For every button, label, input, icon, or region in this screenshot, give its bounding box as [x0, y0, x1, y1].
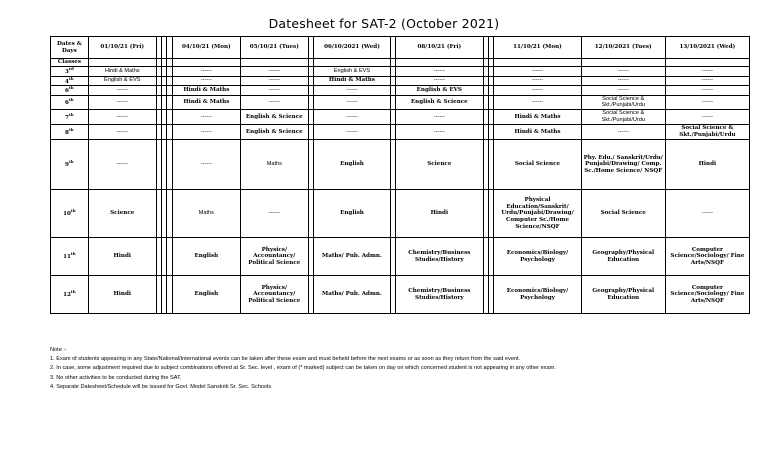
exam-cell: ------ [396, 67, 483, 77]
class-suffix: th [68, 97, 74, 103]
exam-cell: ------ [665, 67, 749, 77]
exam-cell: ------ [665, 76, 749, 86]
exam-cell: ------ [581, 86, 665, 96]
exam-cell: Hindi [396, 190, 483, 238]
header-date: 12/10/2021 (Tues) [581, 37, 665, 59]
note-item: 4. Separate Datesheet/Schedule will be issued for Govt. Model Sanskriti Sr. Sec. Schools. [50, 383, 273, 390]
note-item: 1. Exam of students appearing in any State/National/International events can be taken after these exam and must beheld before the next exams or as soon as they return from the said event. [50, 356, 521, 363]
exam-cell: ------ [314, 125, 391, 140]
exam-cell: Hindi [88, 238, 156, 276]
exam-cell: ------ [665, 190, 749, 238]
empty-cell [314, 59, 391, 67]
exam-cell: Social Science & Skt./Punjabi/Urdu [581, 110, 665, 125]
exam-cell: Phy. Edu./ Sanskrit/Urdu/ Punjabi/Drawing/ Comp. Sc./Home Science/ NSQF [581, 140, 665, 190]
class-number: 8 [65, 129, 69, 136]
exam-cell: Social Science & Skt./Punjabi/Urdu [665, 125, 749, 140]
datesheet-table [50, 36, 750, 314]
exam-cell: Social Science & Skt./Punjabi/Urdu [581, 95, 665, 109]
class-number: 3 [64, 68, 69, 75]
exam-cell: Geography/Physical Education [581, 276, 665, 314]
note-item: 3. No other activities to be conducted during the SAT. [50, 374, 182, 381]
exam-cell: Hindi & Maths [88, 67, 156, 77]
note-item: 2. In case, some adjustment required due to subject combinations offered at Sr. Sec. level , exam of (* marked) subject can be taken on day on which concerned student is not appearing in any other exam. [50, 365, 556, 372]
exam-cell: Maths/ Pub. Admn. [314, 276, 391, 314]
exam-cell: ------ [240, 86, 308, 96]
exam-cell: Economics/Biology/ Psychology [494, 238, 581, 276]
exam-cell: ------ [240, 190, 308, 238]
exam-cell: Physics/ Accountancy/ Political Science [240, 276, 308, 314]
exam-cell: ------ [396, 125, 483, 140]
table-row [51, 86, 750, 96]
empty-cell [88, 59, 156, 67]
exam-cell: Science [396, 140, 483, 190]
class-cell [51, 276, 89, 314]
exam-cell: Hindi [665, 140, 749, 190]
class-number: 9 [65, 162, 69, 169]
class-cell [51, 67, 89, 77]
class-cell [51, 190, 89, 238]
exam-cell: English & EVS [88, 76, 156, 86]
table-row [51, 95, 750, 109]
header-date: 01/10/21 (Fri) [88, 37, 156, 59]
exam-cell: ------ [88, 125, 156, 140]
class-suffix: th [68, 85, 74, 91]
header-date: 06/10/2021 (Wed) [314, 37, 391, 59]
class-cell [51, 76, 89, 86]
table-row [51, 67, 750, 77]
class-suffix: th [70, 208, 76, 214]
exam-cell: ------ [314, 110, 391, 125]
class-cell [51, 140, 89, 190]
exam-cell: English & EVS [314, 67, 391, 77]
exam-cell: English [314, 190, 391, 238]
exam-cell: ------ [396, 110, 483, 125]
exam-cell: ------ [665, 95, 749, 109]
header-date: 04/10/21 (Mon) [172, 37, 240, 59]
empty-cell [665, 59, 749, 67]
header-date: 05/10/21 (Tues) [240, 37, 308, 59]
class-cell [51, 95, 89, 109]
empty-cell [172, 59, 240, 67]
exam-cell: ------ [172, 110, 240, 125]
exam-cell: ------ [88, 140, 156, 190]
empty-cell [494, 59, 581, 67]
class-cell [51, 86, 89, 96]
exam-cell: Chemistry/Business Studies/History [396, 238, 483, 276]
class-suffix: th [68, 76, 74, 81]
empty-cell [581, 59, 665, 67]
exam-cell: ------ [665, 110, 749, 125]
class-number: 4 [65, 78, 69, 85]
exam-cell: English [314, 140, 391, 190]
exam-cell: Computer Science/Sociology/ Fine Arts/NSQF [665, 276, 749, 314]
table-row [51, 76, 750, 86]
exam-cell: English & EVS [396, 86, 483, 96]
exam-cell: English [172, 238, 240, 276]
header-date: 13/10/2021 (Wed) [665, 37, 749, 59]
exam-cell: Social Science [581, 190, 665, 238]
exam-cell: ------ [494, 86, 581, 96]
exam-cell: Physical Education/Sanskrit/ Urdu/Punjabi/Drawing/ Computer Sc./Home Science/NSQF [494, 190, 581, 238]
exam-cell: Hindi & Maths [314, 76, 391, 86]
exam-cell: ------ [172, 125, 240, 140]
class-number: 10 [63, 211, 71, 218]
table-row [51, 190, 750, 238]
class-cell [51, 110, 89, 125]
class-suffix: th [70, 289, 76, 295]
empty-cell [396, 59, 483, 67]
exam-cell: ------ [240, 95, 308, 109]
table-row [51, 140, 750, 190]
exam-cell: Computer Science/Sociology/ Fine Arts/NSQF [665, 238, 749, 276]
exam-cell: Economics/Biology/ Psychology [494, 276, 581, 314]
page-title: Datesheet for SAT-2 (October 2021) [268, 16, 500, 31]
table-row [51, 125, 750, 140]
exam-cell: Hindi & Maths [494, 110, 581, 125]
class-suffix: rd [68, 66, 74, 71]
exam-cell: ------ [581, 125, 665, 140]
exam-cell: Maths [172, 190, 240, 238]
exam-cell: Hindi & Maths [172, 86, 240, 96]
exam-cell: ------ [240, 76, 308, 86]
exam-cell: English & Science [240, 110, 308, 125]
exam-cell: ------ [581, 67, 665, 77]
table-row [51, 238, 750, 276]
class-suffix: th [68, 159, 74, 165]
exam-cell: Geography/Physical Education [581, 238, 665, 276]
exam-cell: English & Science [396, 95, 483, 109]
class-number: 6 [65, 99, 69, 106]
class-number: 11 [63, 254, 71, 261]
class-suffix: th [68, 126, 74, 132]
header-dates-days: Dates & Days [51, 37, 89, 59]
class-cell [51, 125, 89, 140]
exam-cell: ------ [581, 76, 665, 86]
exam-cell: ------ [494, 67, 581, 77]
exam-cell: ------ [88, 110, 156, 125]
exam-cell: Physics/ Accountancy/ Political Science [240, 238, 308, 276]
exam-cell: ------ [494, 76, 581, 86]
exam-cell: Maths [240, 140, 308, 190]
classes-label: Classes [51, 59, 89, 67]
class-number: 6 [65, 87, 69, 94]
empty-cell [240, 59, 308, 67]
exam-cell: ------ [240, 67, 308, 77]
exam-cell: English & Science [240, 125, 308, 140]
exam-cell: ------ [665, 86, 749, 96]
class-number: 12 [63, 292, 71, 299]
exam-cell: ------ [314, 86, 391, 96]
exam-cell: ------ [314, 95, 391, 109]
exam-cell: Maths/ Pub. Admn. [314, 238, 391, 276]
exam-cell: Science [88, 190, 156, 238]
exam-cell: Hindi [88, 276, 156, 314]
exam-cell: ------ [172, 67, 240, 77]
notes-section [50, 346, 760, 392]
exam-cell: ------ [396, 76, 483, 86]
class-suffix: th [68, 111, 74, 117]
exam-cell: English [172, 276, 240, 314]
exam-cell: Hindi & Maths [494, 125, 581, 140]
exam-cell: ------ [88, 86, 156, 96]
class-cell [51, 238, 89, 276]
exam-cell: Chemistry/Business Studies/History [396, 276, 483, 314]
exam-cell: ------ [88, 95, 156, 109]
header-date: 11/10/21 (Mon) [494, 37, 581, 59]
exam-cell: ------ [494, 95, 581, 109]
table-row [51, 110, 750, 125]
note-heading: Note :- [50, 347, 67, 353]
class-suffix: th [70, 251, 76, 257]
header-date: 08/10/21 (Fri) [396, 37, 483, 59]
exam-cell: ------ [172, 140, 240, 190]
exam-cell: Social Science [494, 140, 581, 190]
exam-cell: ------ [172, 76, 240, 86]
table-row [51, 276, 750, 314]
class-number: 7 [65, 114, 69, 121]
exam-cell: Hindi & Maths [172, 95, 240, 109]
